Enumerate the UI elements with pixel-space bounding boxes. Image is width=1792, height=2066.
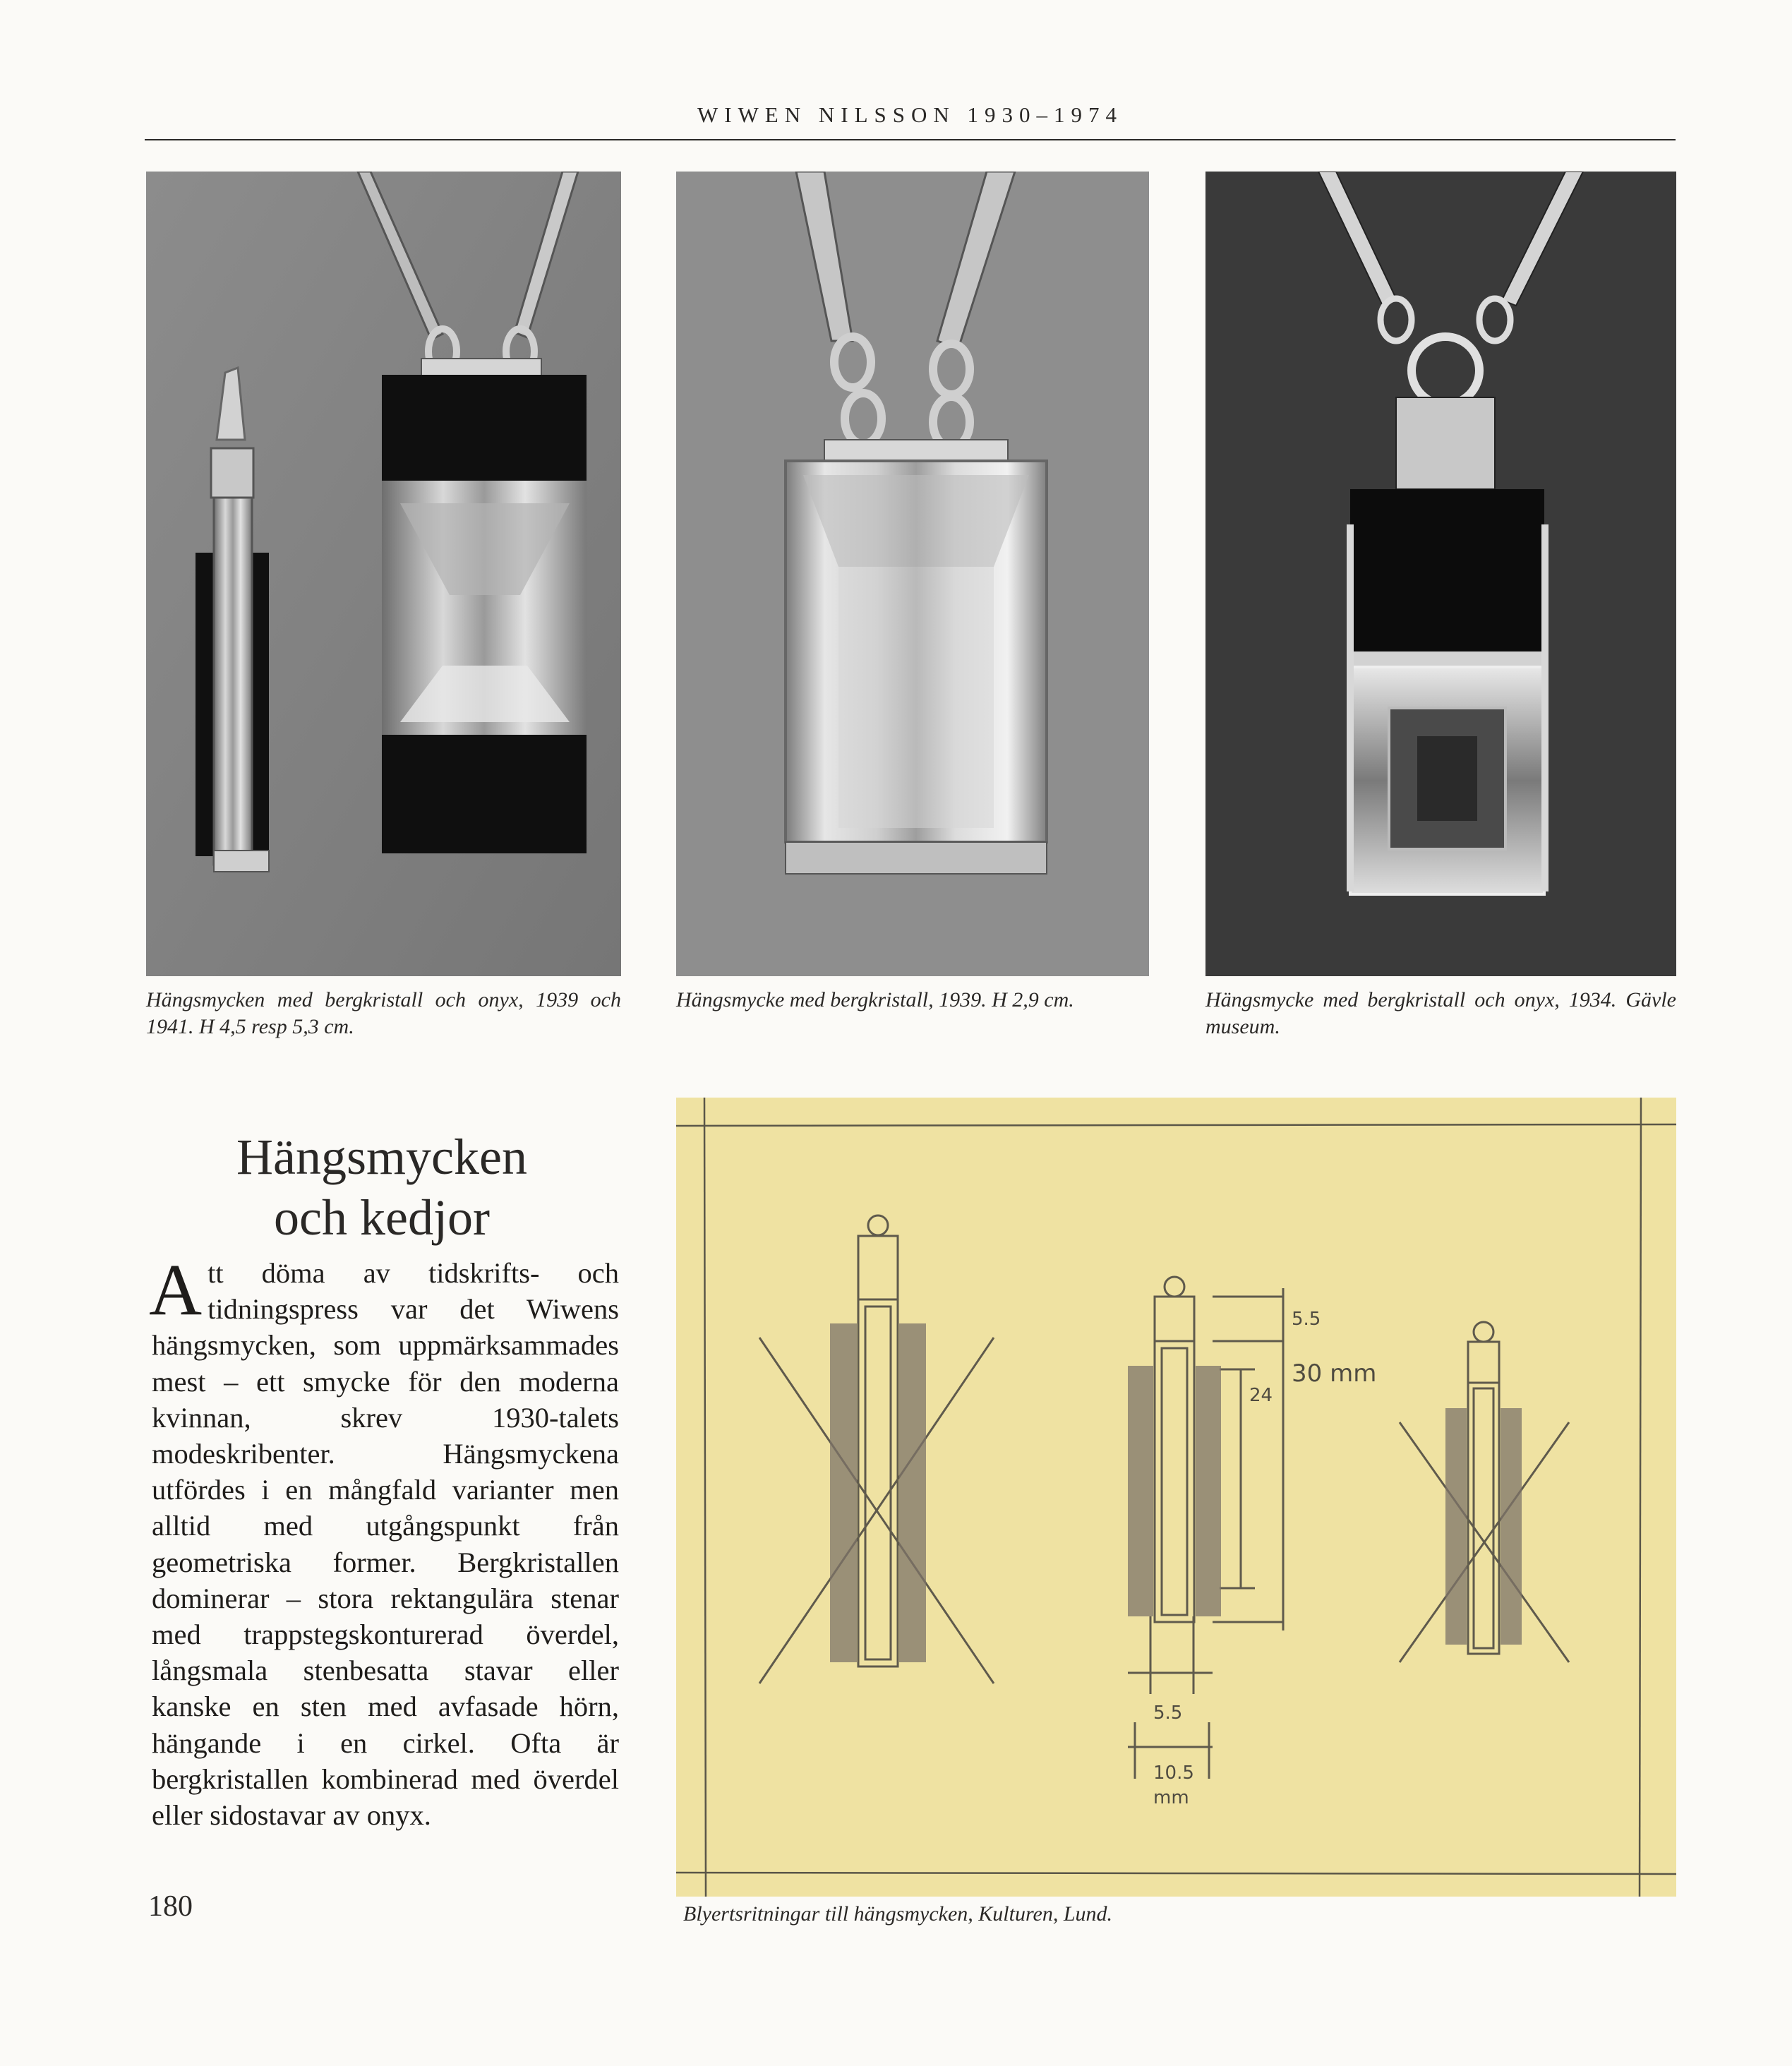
drawing-caption: Blyertsritningar till hängsmycken, Kulturen, Lund. bbox=[683, 1902, 1113, 1926]
header-rule bbox=[145, 139, 1676, 140]
photo-pendant-1934 bbox=[1205, 172, 1676, 976]
running-head: WIWEN NILSSON 1930–1974 bbox=[697, 102, 1124, 127]
dim-height: 30 mm bbox=[1292, 1359, 1377, 1388]
article-body-text: tt döma av tidskrifts- och tidningspress var det Wiwens hängsmycken, som uppmärksammades mest – ett smycke för den moderna kvinnan, skrev 1930-talets modeskribenter. Hängsmyckena utfördes i en mångfald varianter men alltid med utgångspunkt från geometriska former. Bergkristallen dominerar – stora rektangulära stenar med trappstegskonturerad överdel, långsmala stenbesatta stavar eller kanske en sten med avfasade hörn, hängande i en cirkel. Ofta är bergkristallen kombinerad med överdel eller sidostavar av onyx. bbox=[152, 1257, 619, 1832]
dim-inner: 24 bbox=[1249, 1385, 1273, 1406]
pencil-drawing bbox=[676, 1098, 1676, 1897]
article-title-line-1: Hängsmycken bbox=[236, 1129, 527, 1186]
page-number: 180 bbox=[148, 1890, 193, 1923]
article-body bbox=[149, 1249, 619, 1833]
drop-cap: A bbox=[149, 1249, 203, 1331]
photo-pendant-1939 bbox=[676, 172, 1149, 976]
photo-1-caption: Hängsmycken med bergkristall och onyx, 1939 och 1941. H 4,5 resp 5,3 cm. bbox=[146, 988, 621, 1038]
article-title bbox=[145, 1127, 619, 1248]
dim-top: 5.5 bbox=[1292, 1309, 1321, 1330]
photo-2-caption: Hängsmycke med bergkristall, 1939. H 2,9 cm. bbox=[676, 988, 1074, 1011]
dim-base: 5.5 bbox=[1153, 1702, 1183, 1724]
photo-pendants-1939-1941 bbox=[146, 172, 621, 976]
dim-width: 10.5 bbox=[1153, 1762, 1194, 1784]
article-title-line-2: och kedjor bbox=[274, 1189, 490, 1247]
dim-width-unit: mm bbox=[1153, 1787, 1189, 1808]
photo-3-caption: Hängsmycke med bergkristall och onyx, 1934. Gävle museum. bbox=[1205, 988, 1676, 1038]
